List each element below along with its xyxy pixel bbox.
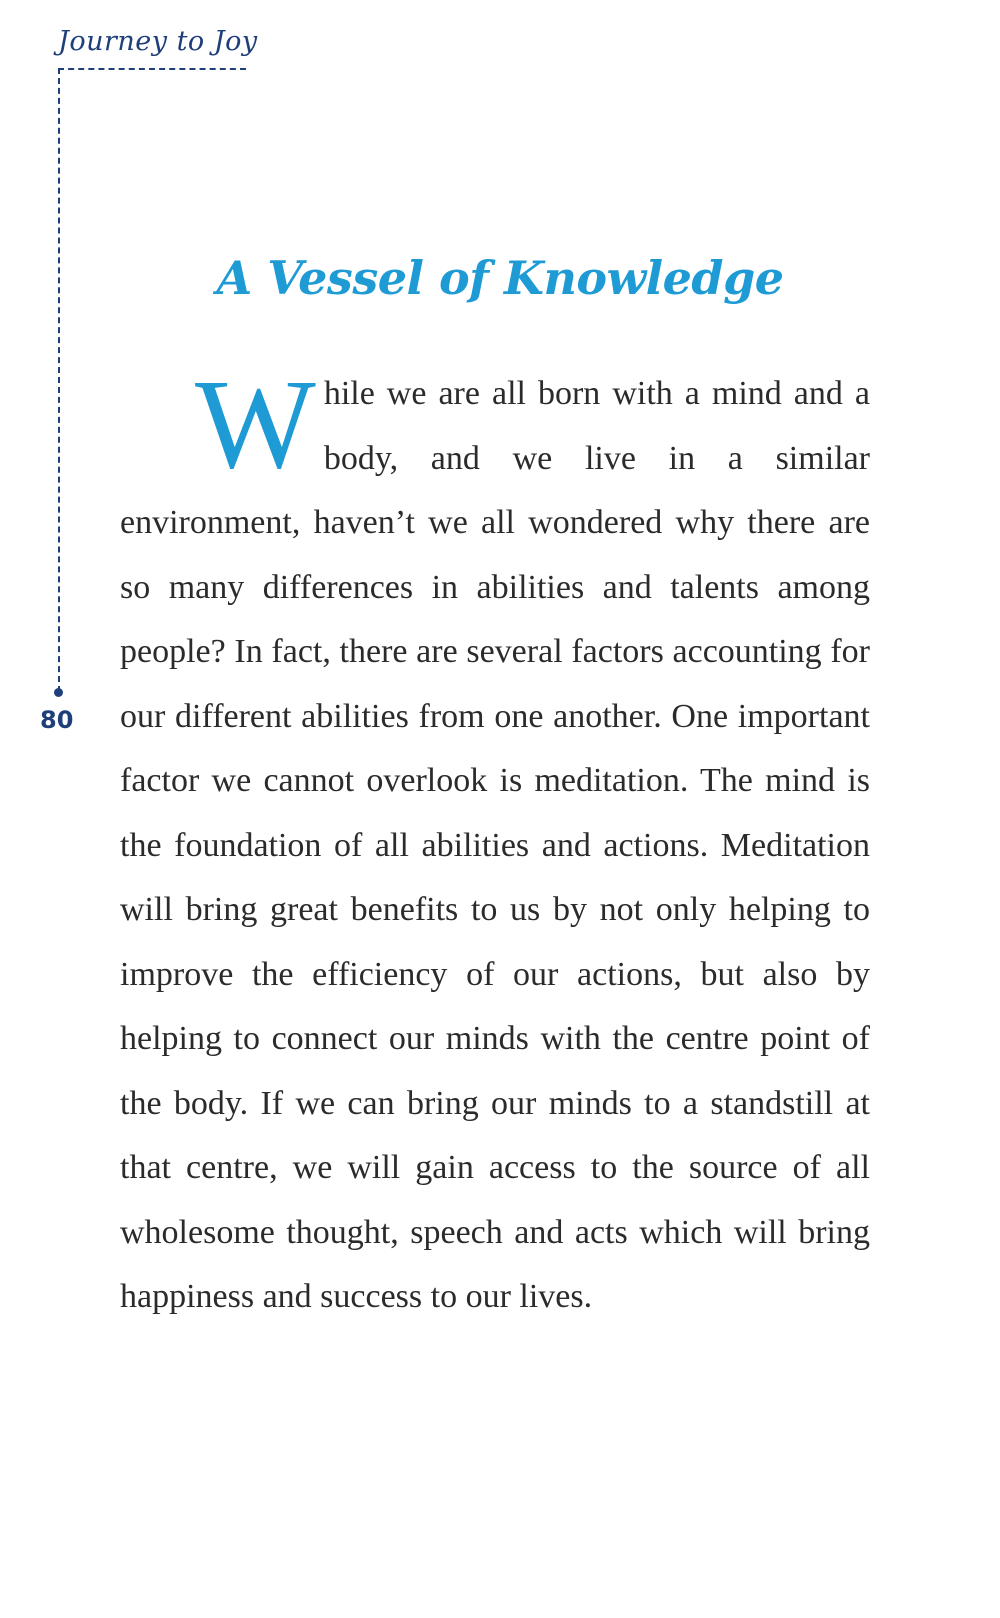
running-header-book-title: Journey to Joy	[58, 26, 258, 57]
page-number: 80	[40, 706, 74, 734]
rule-end-dot	[54, 688, 63, 697]
chapter-title: A Vessel of Knowledge	[216, 250, 784, 305]
body-paragraph	[120, 353, 870, 1330]
margin-dashed-rule	[58, 68, 60, 692]
header-dashed-rule	[58, 68, 246, 70]
body-text: hile we are all born with a mind and a body, and we live in a similar environment, haven’t we all wondered why there are so many differences in abilities and talents among people? In fact, there are several factors accounting for our different abilities from one another. One important factor we cannot overlook is meditation. The mind is the foundation of all abilities and actions. Meditation will bring great benefits to us by not only helping to improve the efficiency of our actions, but also by helping to connect our minds with the centre point of the body. If we can bring our minds to a standstill at that centre, we will gain access to the source of all wholesome thought, speech and acts which will bring happiness and success to our lives.	[120, 375, 870, 1315]
drop-cap: W	[195, 353, 316, 495]
